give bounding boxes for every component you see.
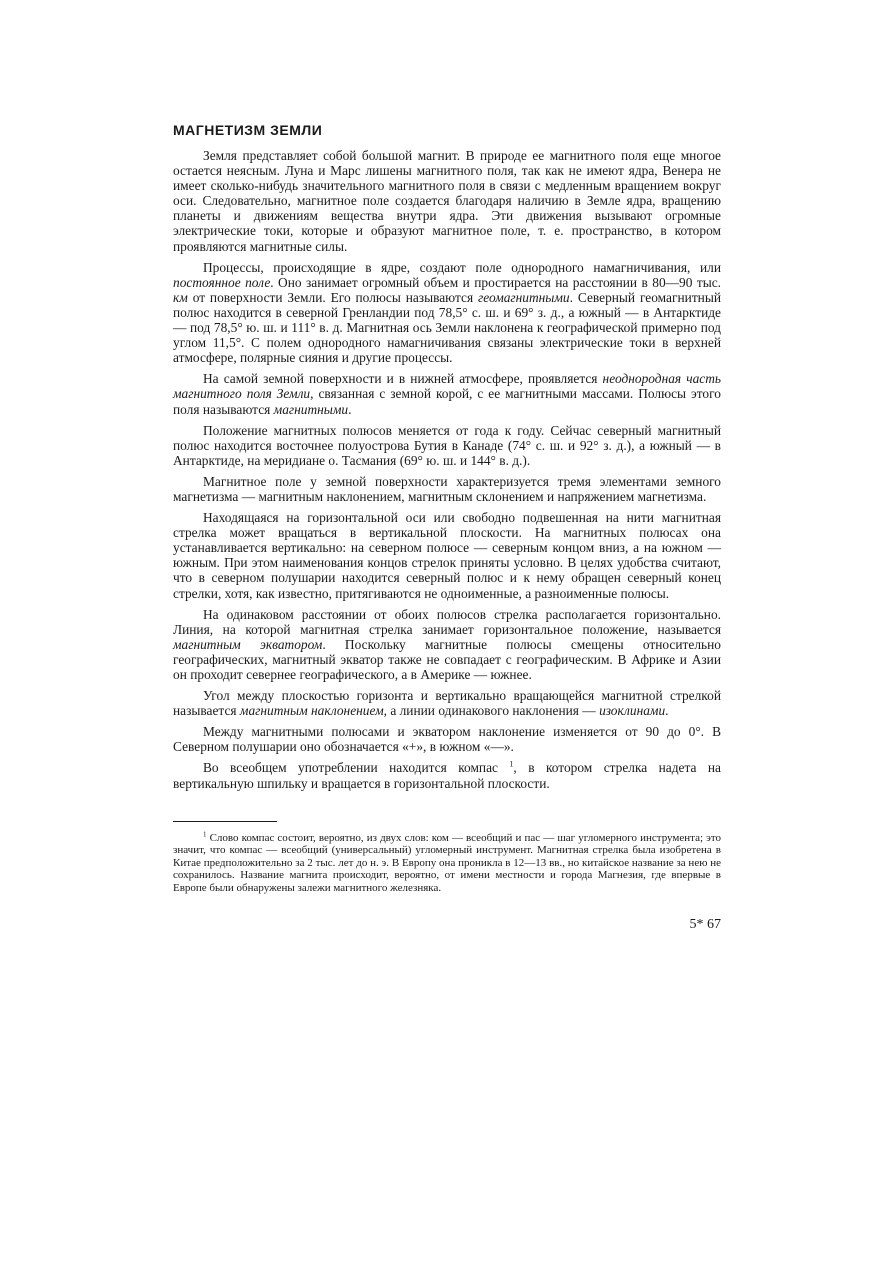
italic-term: магнитным наклонением (239, 703, 384, 719)
text-run: . (348, 401, 352, 417)
paragraph (173, 724, 721, 754)
text-run: Слово компас состоит, вероятно, из двух слов: ком — всеобщий и пас — шаг угломерного инструмента; это значит, что компас — всеобщий (универсальный) угломерный инструмент. Магнитная стрелка была изобретена в Китае предположительно за 2 тыс. лет до н. э. В Европу она проникла в 12—13 вв., но китайское название за нею не сохранилось. Название магнита происходит, вероятно, от имени местности и города Магнезия, где впервые в Европе были обнаружены залежи магнитного железняка. (173, 831, 721, 895)
text-run: , связанная с земной корой, с ее магнитными массами. Полюсы этого поля называются (173, 386, 721, 417)
paragraph (173, 607, 721, 682)
italic-term: км (173, 289, 188, 305)
page-title: МАГНЕТИЗМ ЗЕМЛИ (173, 122, 323, 138)
text-run: Процессы, происходящие в ядре, создают поле однородного намагничивания, или (203, 259, 721, 275)
italic-term: магнитным экватором (173, 636, 323, 652)
paragraph (173, 474, 721, 504)
text-run: Земля представляет собой большой магнит. В природе ее магнитного поля еще многое остается неясным. Луна и Марс лишены магнитного поля, так как не имеют ядра, Венера не имеет сколько-нибудь значительного магнитного поля в связи с медленным вращением вокруг оси. Следовательно, магнитное поле создается благодаря наличию в Земле ядра, вращению планеты и движениям вещества внутри ядра. Эти движения вызывают огромные электрические токи, которые и образуют магнитное поле, т. е. пространство, в котором проявляются магнитные силы. (173, 148, 721, 254)
italic-term: изоклинами (599, 703, 666, 719)
footnote (173, 832, 721, 895)
footnote-marker: 1 (203, 830, 207, 838)
text-run: . (665, 703, 669, 719)
italic-term: неоднородная часть магнитного поля Земли (173, 371, 722, 402)
text-run: Во всеобщем употреблении находится компас (203, 760, 510, 776)
text-run: Находящаяся на горизонтальной оси или свободно подвешенная на нити магнитная стрелка может вращаться в вертикальной плоскости. На магнитных полюсах она устанавливается вертикально: на северном полюсе — северным концом вниз, а на южном — южным. При этом наименования концов стрелок приняты условно. В целях удобства считают, что в северном полушарии находится северный полюс и к нему обращен северный конец стрелки, хотя, как известно, притягиваются не одноименные, а разноименные полюсы. (173, 510, 721, 601)
footnote-divider (173, 821, 277, 822)
book-page (173, 122, 721, 933)
text-run: Угол между плоскостью горизонта и вертикально вращающейся магнитной стрелкой называется (173, 688, 721, 719)
text-run: . Оно занимает огромный объем и простирается на расстоянии в 80—90 тыс. (270, 274, 721, 290)
text-run: На самой земной поверхности и в нижней атмосфере, проявляется (203, 371, 603, 387)
paragraph (173, 688, 721, 718)
paragraph (173, 260, 721, 366)
text-run: Положение магнитных полюсов меняется от года к году. Сейчас северный магнитный полюс находится восточнее полуострова Бутия в Канаде (74° с. ш. и 92° з. д.), а южный — в Антарктиде, на меридиане о. Тасмания (69° ю. ш. и 144° в. д.). (173, 422, 721, 468)
text-run: от поверхности Земли. Его полюсы называются (187, 289, 479, 305)
paragraph (173, 371, 721, 416)
body-text (173, 148, 721, 791)
paragraph (173, 148, 721, 254)
paragraph (173, 423, 721, 468)
paragraph (173, 510, 721, 601)
footnote-marker: 1 (509, 760, 514, 769)
text-run: . Северный геомагнитный полюс находится в северной Гренландии под 78,5° с. ш. и 69° з. д., а южный — в Антарктиде — под 78,5° ю. ш. и 111° в. д. Магнитная ось Земли наклонена к географической примерно под углом 11,5°. С полем однородного намагничивания связаны электрические токи в верхней атмосфере, полярные сияния и другие процессы. (173, 289, 722, 366)
page-number: 5* 67 (689, 916, 721, 932)
text-run: , а линии одинакового наклонения — (383, 703, 600, 719)
italic-term: магнитными (273, 401, 349, 417)
italic-term: геомагнитными (478, 289, 570, 305)
paragraph (173, 760, 721, 790)
italic-term: постоянное поле (173, 274, 271, 290)
text-run: Между магнитными полюсами и экватором наклонение изменяется от 90 до 0°. В Северном полушарии оно обозначается «+», в южном «—». (173, 724, 721, 755)
text-run: Магнитное поле у земной поверхности характеризуется тремя элементами земного магнетизма — магнитным наклонением, магнитным склонением и напряжением магнетизма. (173, 473, 721, 504)
text-run: На одинаковом расстоянии от обоих полюсов стрелка располагается горизонтально. Линия, на которой магнитная стрелка занимает горизонтальное положение, называется (173, 606, 721, 637)
text-run: , в котором стрелка надета на вертикальную шпильку и вращается в горизонтальной плоскости. (173, 760, 721, 791)
text-run: . Поскольку магнитные полюсы смещены относительно географических, магнитный экватор также не совпадает с географическим. В Африке и Азии он проходит севернее географического, а в Америке — южнее. (173, 636, 721, 682)
